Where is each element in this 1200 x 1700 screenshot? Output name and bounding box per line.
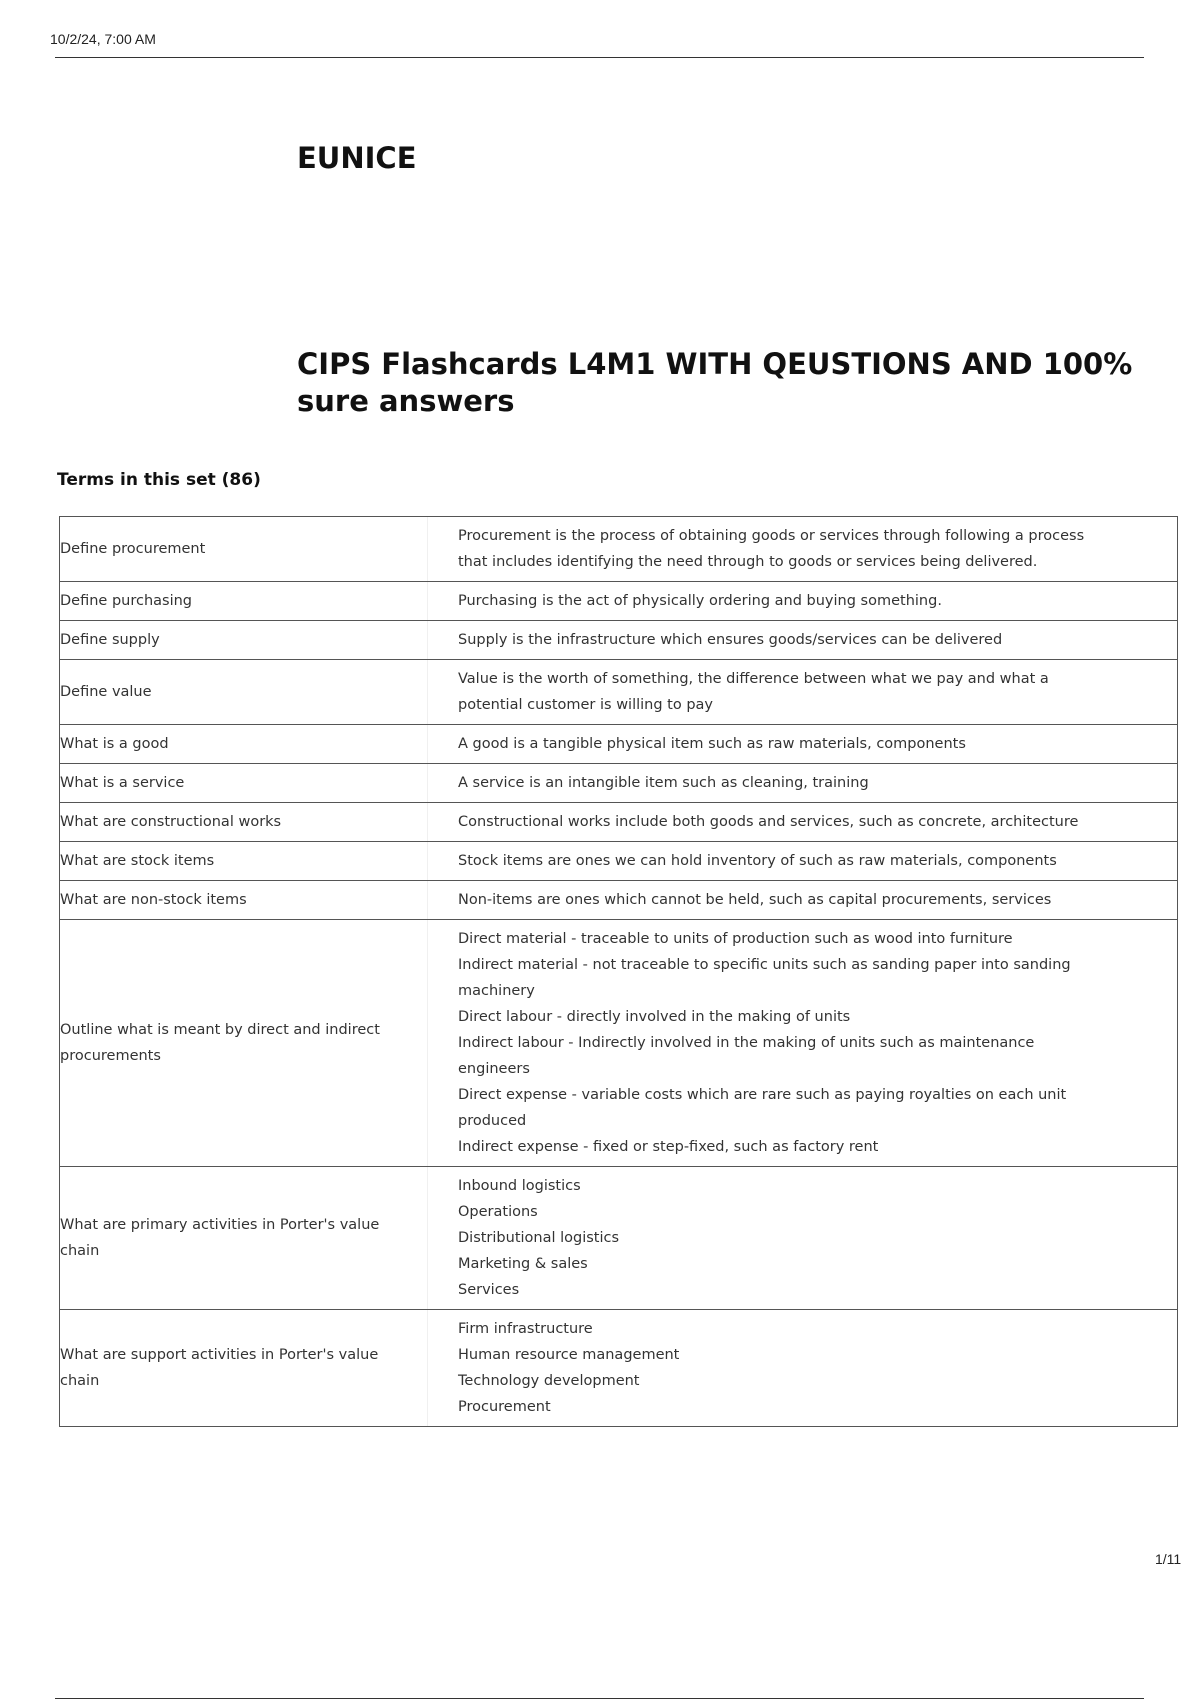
flashcard-row [60, 1310, 1178, 1427]
flashcard-definition [428, 764, 1178, 803]
definition-line: Technology development [458, 1373, 640, 1389]
page-number: 1/11 [1155, 1551, 1182, 1567]
header-divider [55, 57, 1144, 58]
flashcard-term: Define purchasing [60, 582, 428, 621]
definition-line: Supply is the infrastructure which ensures goods/services can be delivered [458, 632, 1003, 648]
definition-line: Distributional logistics [458, 1230, 620, 1246]
terms-heading: Terms in this set (86) [57, 470, 261, 490]
flashcard-definition [428, 517, 1178, 582]
author-name: EUNICE [297, 141, 417, 175]
definition-line: Indirect material - not traceable to specific units such as sanding paper into sanding machinery [458, 957, 1071, 999]
flashcard-term: Define supply [60, 621, 428, 660]
flashcard-term: What are non-stock items [60, 881, 428, 920]
definition-line: Marketing & sales [458, 1256, 588, 1272]
flashcard-row [60, 881, 1178, 920]
flashcard-definition [428, 660, 1178, 725]
definition-line: Stock items are ones we can hold inventory of such as raw materials, components [458, 853, 1057, 869]
definition-line: A good is a tangible physical item such as raw materials, components [458, 736, 966, 752]
flashcard-term: What are constructional works [60, 803, 428, 842]
flashcard-definition [428, 803, 1178, 842]
definition-line: Direct material - traceable to units of production such as wood into furniture [458, 931, 1013, 947]
definition-line: A service is an intangible item such as cleaning, training [458, 775, 869, 791]
definition-line: Indirect expense - fixed or step-fixed, such as factory rent [458, 1139, 879, 1155]
flashcard-table-body [60, 517, 1178, 1427]
flashcard-row [60, 842, 1178, 881]
definition-line: Constructional works include both goods and services, such as concrete, architecture [458, 814, 1079, 830]
flashcard-definition [428, 621, 1178, 660]
flashcard-row [60, 621, 1178, 660]
flashcard-row [60, 803, 1178, 842]
definition-line: Indirect labour - Indirectly involved in the making of units such as maintenance engineers [458, 1035, 1035, 1077]
flashcard-definition [428, 920, 1178, 1167]
footer-divider [55, 1698, 1144, 1699]
definition-line: Firm infrastructure [458, 1321, 593, 1337]
definition-line: Procurement is the process of obtaining goods or services through following a process that includes identifying the need through to goods or services being delivered. [458, 528, 1085, 570]
flashcard-definition [428, 1167, 1178, 1310]
definition-line: Inbound logistics [458, 1178, 581, 1194]
flashcard-row [60, 920, 1178, 1167]
flashcard-table [59, 516, 1178, 1427]
flashcard-row [60, 725, 1178, 764]
definition-line: Non-items are ones which cannot be held, such as capital procurements, services [458, 892, 1052, 908]
flashcard-term: Define procurement [60, 517, 428, 582]
definition-line: Human resource management [458, 1347, 680, 1363]
flashcard-term: What are support activities in Porter's value chain [60, 1310, 428, 1427]
flashcard-row [60, 660, 1178, 725]
flashcard-definition [428, 881, 1178, 920]
print-datetime: 10/2/24, 7:00 AM [50, 31, 156, 47]
flashcard-row [60, 582, 1178, 621]
definition-line: Operations [458, 1204, 538, 1220]
definition-line: Procurement [458, 1399, 551, 1415]
definition-line: Direct labour - directly involved in the making of units [458, 1009, 851, 1025]
flashcard-definition [428, 582, 1178, 621]
flashcard-term: Outline what is meant by direct and indirect procurements [60, 920, 428, 1167]
flashcard-row [60, 517, 1178, 582]
flashcard-definition [428, 1310, 1178, 1427]
flashcard-definition [428, 842, 1178, 881]
document-title: CIPS Flashcards L4M1 WITH QEUSTIONS AND 100% sure answers [297, 347, 1133, 418]
flashcard-row [60, 764, 1178, 803]
flashcard-row [60, 1167, 1178, 1310]
flashcard-term: What is a good [60, 725, 428, 764]
flashcard-definition [428, 725, 1178, 764]
definition-line: Direct expense - variable costs which are rare such as paying royalties on each unit produced [458, 1087, 1067, 1129]
flashcard-term: What are stock items [60, 842, 428, 881]
definition-line: Purchasing is the act of physically ordering and buying something. [458, 593, 942, 609]
definition-line: Services [458, 1282, 520, 1298]
flashcard-term: Define value [60, 660, 428, 725]
definition-line: Value is the worth of something, the difference between what we pay and what a potential customer is willing to pay [458, 671, 1049, 713]
flashcard-term: What is a service [60, 764, 428, 803]
flashcard-term: What are primary activities in Porter's value chain [60, 1167, 428, 1310]
